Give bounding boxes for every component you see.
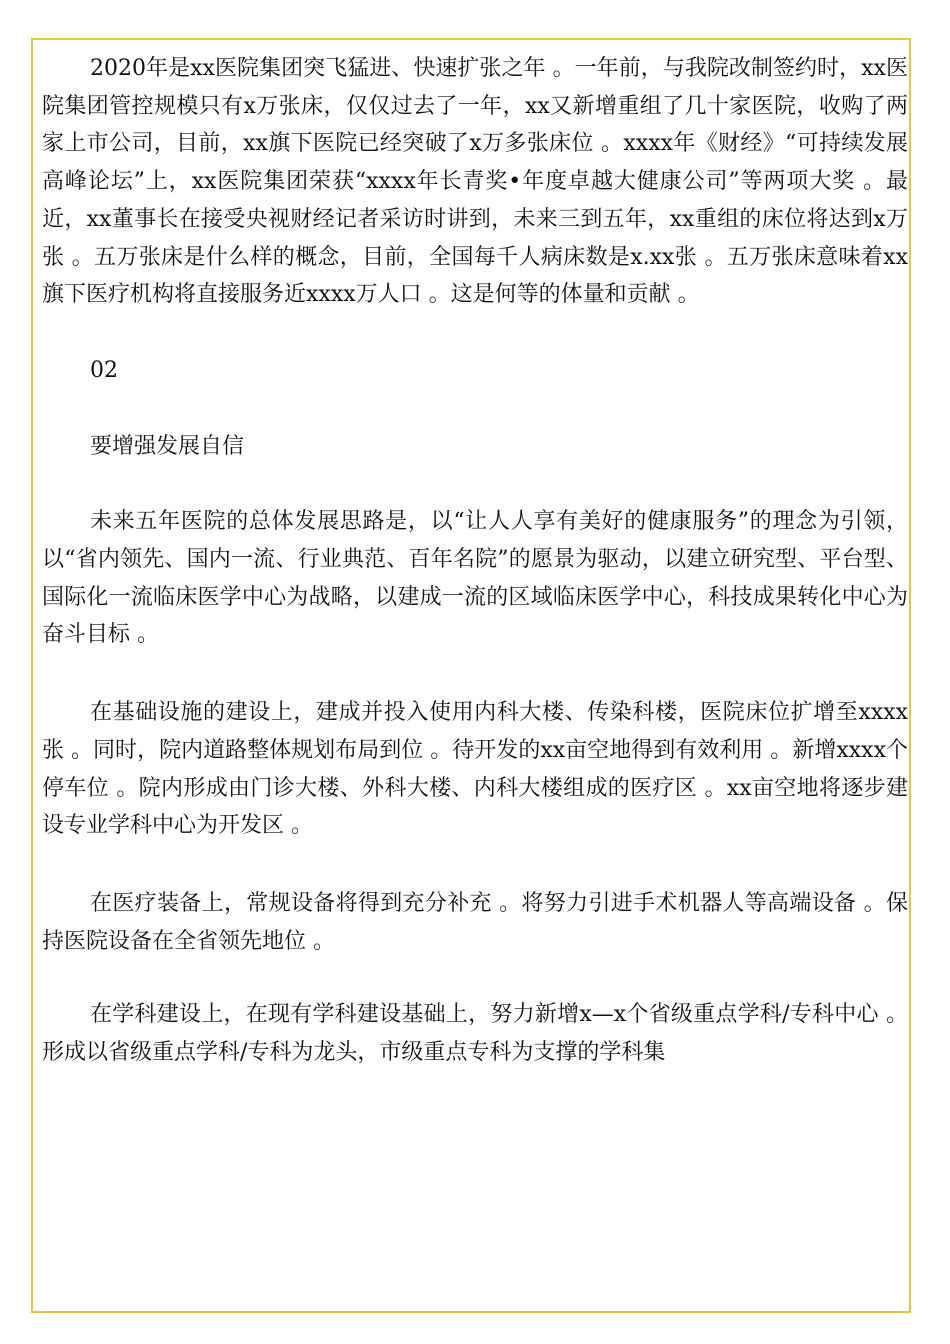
section-heading: 要增强发展自信 xyxy=(90,433,245,459)
paragraph-five-year-plan: 未来五年医院的总体发展思路是，以“让人人享有美好的健康服务”的理念为引领，以“省内领先、国内一流、行业典范、百年名院”的愿景为驱动，以建立研究型、平台型、国际化一流临床医学中心为战略，以建成一流的区域临床医学中心，科技成果转化中心为奋斗目标 。 xyxy=(42,509,908,648)
paragraph-medical-equipment: 在医疗装备上，常规设备将得到充分补充 。将努力引进手术机器人等高端设备 。保持医院设备在全省领先地位 。 xyxy=(42,890,908,954)
section-number: 02 xyxy=(90,357,118,383)
paragraph-development-overview: 2020年是xx医院集团突飞猛进、快速扩张之年 。一年前，与我院改制签约时，xx医院集团管控规模只有x万张床，仅仅过去了一年，xx又新增重组了几十家医院，收购了两家上市公司，目前，xx旗下医院已经突破了x万多张床位 。xxxx年《财经》“可持续发展高峰论坛”上，xx医院集团荣获“xxxx年长青奖•年度卓越大健康公司”等两项大奖 。最近，xx董事长在接受央视财经记者采访时讲到，未来三到五年，xx重组的床位将达到x万张 。五万张床是什么样的概念，目前，全国每千人病床数是x.xx张 。五万张床意味着xx旗下医疗机构将直接服务近xxxx万人口 。这是何等的体量和贡献 。 xyxy=(42,56,908,308)
paragraph-infrastructure: 在基础设施的建设上，建成并投入使用内科大楼、传染科楼，医院床位扩增至xxxx张 。同时，院内道路整体规划布局到位 。待开发的xx亩空地得到有效利用 。新增xxxx个停车位 。院内形成由门诊大楼、外科大楼、内科大楼组成的医疗区 。xx亩空地将逐步建设专业学科中心为开发区 。 xyxy=(42,700,908,839)
document-body xyxy=(42,50,908,1072)
paragraph-discipline-building: 在学科建设上，在现有学科建设基础上，努力新增x—x个省级重点学科/专科中心 。形成以省级重点学科/专科为龙头，市级重点专科为支撑的学科集 xyxy=(42,1002,908,1066)
